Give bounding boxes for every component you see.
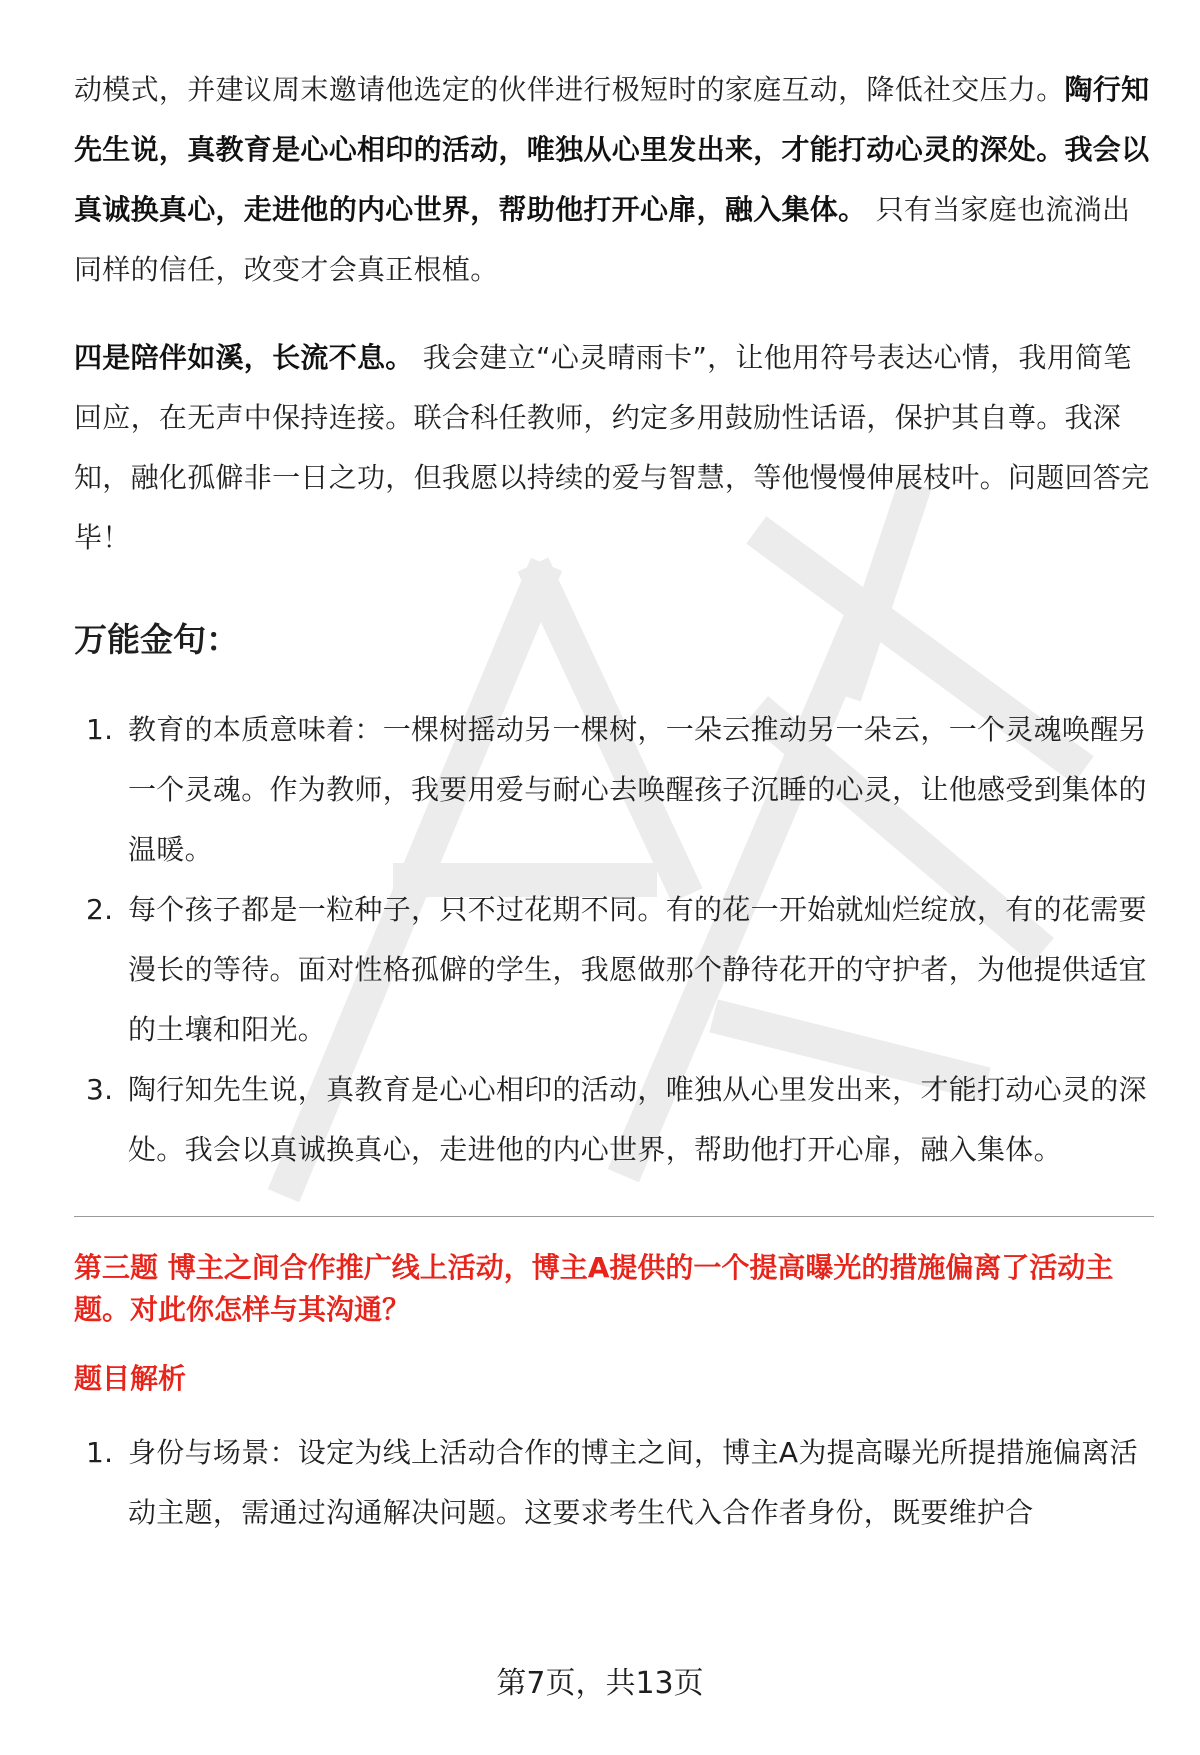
paragraph-4 — [74, 328, 1154, 568]
page-number: 第7页，共13页 — [496, 1666, 704, 1701]
list-item-text: 身份与场景：设定为线上活动合作的博主之间，博主A为提高曝光所提措施偏离活动主题，需通过沟通解决问题。这要求考生代入合作者身份，既要维护合 — [128, 1436, 1138, 1529]
paragraph-3-text: 动模式，并建议周末邀请他选定的伙伴进行极短时的家庭互动，降低社交压力。 — [74, 73, 1065, 106]
list-item-number: 1. — [86, 713, 114, 746]
list-item-number: 3. — [86, 1073, 114, 1106]
golden-sentences-heading: 万能金句： — [74, 620, 239, 659]
list-item — [74, 700, 1154, 880]
list-item-number: 2. — [86, 893, 114, 926]
section-divider — [74, 1216, 1154, 1217]
list-item — [74, 1060, 1154, 1180]
list-item-text: 每个孩子都是一粒种子，只不过花期不同。有的花一开始就灿烂绽放，有的花需要漫长的等待。面对性格孤僻的学生，我愿做那个静待花开的守护者，为他提供适宜的土壤和阳光。 — [128, 893, 1147, 1046]
paragraph-4-text: 我会建立“心灵晴雨卡”，让他用符号表达心情，我用简笔回应，在无声中保持连接。联合科任教师，约定多用鼓励性话语，保护其自尊。我深知，融化孤僻非一日之功，但我愿以持续的爱与智慧，等他慢慢伸展枝叶。问题回答完毕！ — [74, 341, 1150, 554]
list-item — [74, 1423, 1154, 1543]
document-body — [74, 60, 1154, 1543]
paragraph-3-text-end: 只有当家庭也流淌出同样的信任，改变才会真正根植。 — [74, 193, 1131, 286]
question-title: 第三题 博主之间合作推广线上活动，博主A提供的一个提高曝光的措施偏离了活动主题。对此你怎样与其沟通？ — [74, 1251, 1114, 1326]
paragraph-4-lead: 四是陪伴如溪，长流不息。 — [74, 341, 414, 374]
list-item — [74, 880, 1154, 1060]
paragraph-3-bold-quote: 陶行知先生说，真教育是心心相印的活动，唯独从心里发出来，才能打动心灵的深处。我会以真诚换真心，走进他的内心世界，帮助他打开心扉，融入集体。 — [74, 73, 1150, 226]
analysis-subheading: 题目解析 — [74, 1362, 187, 1395]
analysis-list — [74, 1423, 1154, 1543]
golden-sentences-list — [74, 700, 1154, 1180]
list-item-text: 陶行知先生说，真教育是心心相印的活动，唯独从心里发出来，才能打动心灵的深处。我会以真诚换真心，走进他的内心世界，帮助他打开心扉，融入集体。 — [128, 1073, 1147, 1166]
list-item-text: 教育的本质意味着：一棵树摇动另一棵树，一朵云推动另一朵云，一个灵魂唤醒另一个灵魂。作为教师，我要用爱与耐心去唤醒孩子沉睡的心灵，让他感受到集体的温暖。 — [128, 713, 1147, 866]
list-item-number: 1. — [86, 1436, 114, 1469]
paragraph-3 — [74, 60, 1154, 300]
